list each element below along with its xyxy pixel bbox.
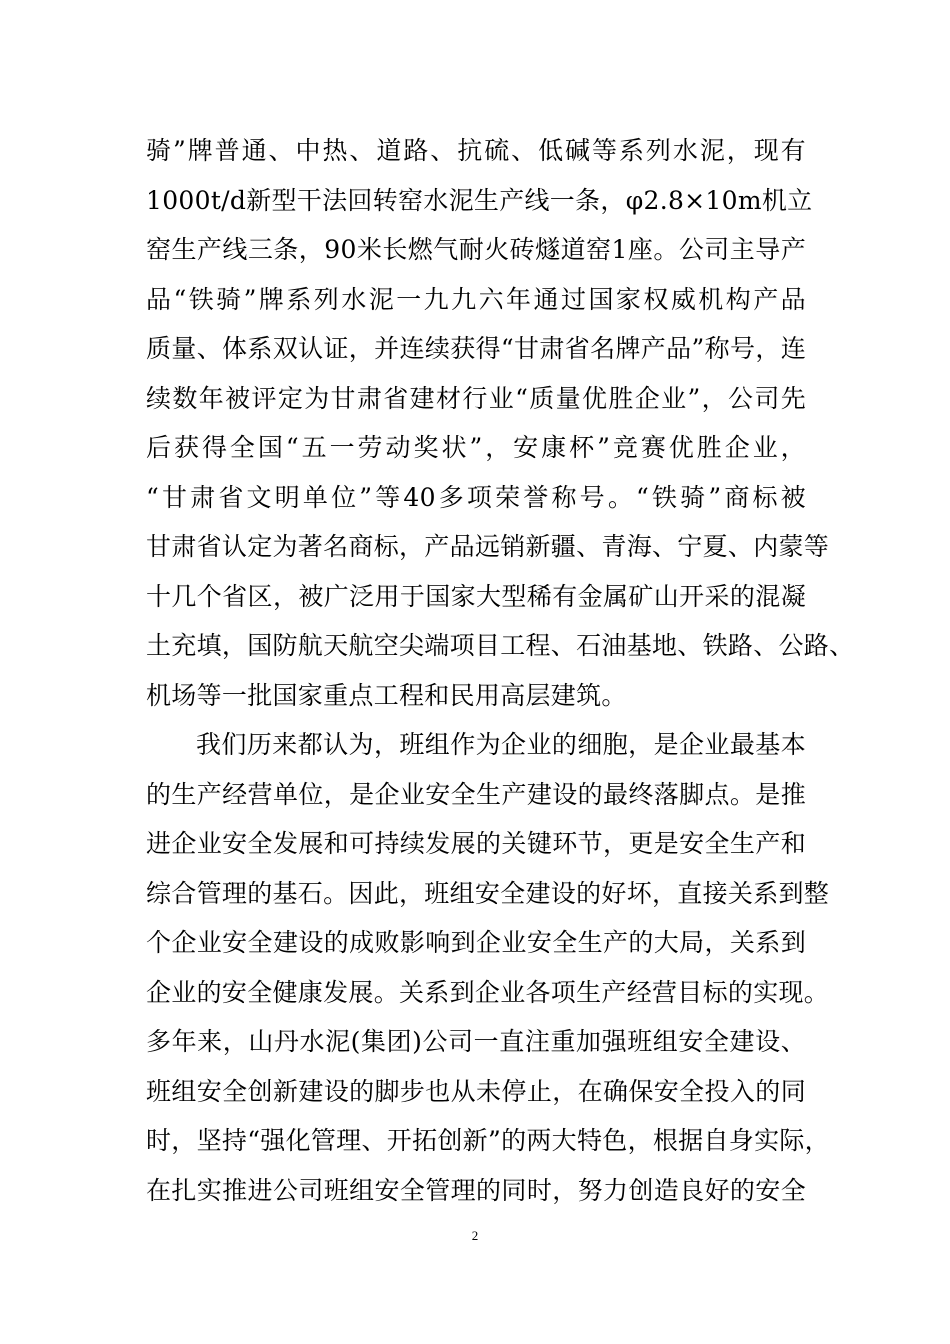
text-line: 十几个省区，被广泛用于国家大型稀有金属矿山开采的混凝 — [146, 581, 806, 611]
text-line: 综合管理的基石。因此，班组安全建设的好坏，直接关系到整 — [146, 878, 830, 908]
text-line: 1000t/d新型干法回转窑水泥生产线一条，φ2.8×10m机立 — [146, 185, 813, 215]
text-line: 骑”牌普通、中热、道路、抗硫、低碱等系列水泥，现有 — [146, 136, 806, 165]
text-line: 甘肃省认定为著名商标，产品远销新疆、青海、宁夏、内蒙等 — [146, 532, 830, 561]
text-line: 我们历来都认为，班组作为企业的细胞，是企业最基本 — [196, 730, 806, 759]
text-line: 质量、体系双认证，并连续获得“甘肃省名牌产品”称号，连 — [146, 334, 806, 363]
text-line: 续数年被评定为甘肃省建材行业“质量优胜企业”，公司先 — [146, 383, 806, 413]
page-number: 2 — [471, 1228, 479, 1243]
text-line: 土充填，国防航天航空尖端项目工程、石油基地、铁路、公路、 — [146, 631, 855, 660]
text-line: 企业的安全健康发展。关系到企业各项生产经营目标的实现。 — [146, 977, 830, 1007]
text-line: “甘肃省文明单位”等40多项荣誉称号。“铁骑”商标被 — [146, 482, 806, 512]
text-line: 多年来，山丹水泥(集团)公司一直注重加强班组安全建设、 — [146, 1027, 806, 1056]
text-line: 窑生产线三条，90米长燃气耐火砖燧道窑1座。公司主导产 — [146, 235, 806, 264]
text-line: 在扎实推进公司班组安全管理的同时，努力创造良好的安全 — [146, 1175, 806, 1205]
text-line: 后获得全国“五一劳动奖状”，安康杯”竞赛优胜企业， — [146, 433, 806, 462]
body-text — [146, 126, 855, 1215]
text-line: 的生产经营单位，是企业安全生产建设的最终落脚点。是推 — [146, 779, 806, 809]
text-line: 个企业安全建设的成败影响到企业安全生产的大局，关系到 — [146, 928, 806, 957]
text-line: 品“铁骑”牌系列水泥一九九六年通过国家权威机构产品 — [146, 284, 806, 314]
text-line: 班组安全创新建设的脚步也从未停止，在确保安全投入的同 — [146, 1076, 806, 1106]
text-line: 机场等一批国家重点工程和民用高层建筑。 — [146, 680, 627, 710]
text-line: 进企业安全发展和可持续发展的关键环节，更是安全生产和 — [146, 829, 806, 858]
text-line: 时，坚持“强化管理、开拓创新”的两大特色，根据自身实际， — [146, 1126, 830, 1155]
